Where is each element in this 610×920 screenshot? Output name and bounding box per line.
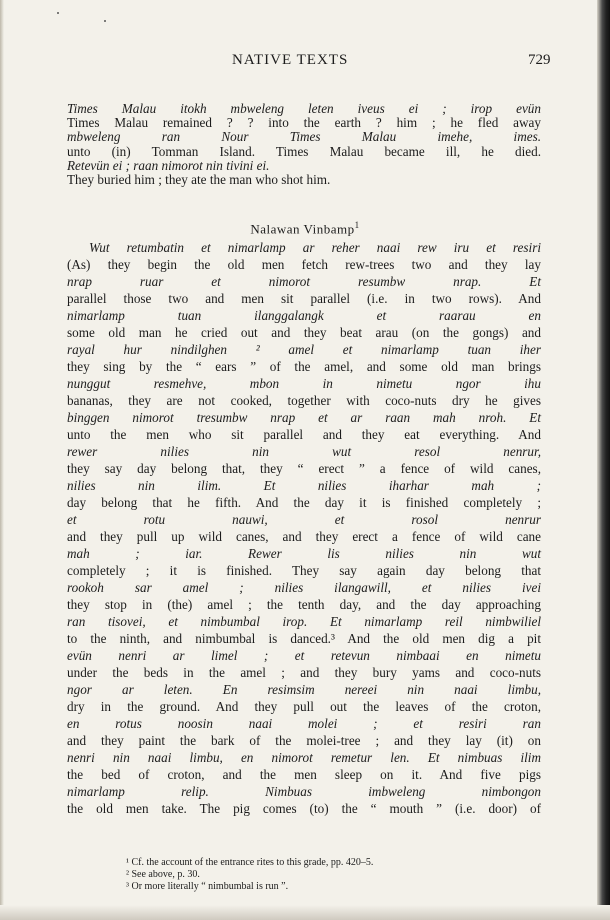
translation-line: They buried him ; they ate the man who shot him. xyxy=(67,172,331,187)
running-title: NATIVE TEXTS xyxy=(232,52,349,68)
translation-line: they stop in (the) amel ; the tenth day, and the day approaching xyxy=(67,597,541,612)
native-text-line: nenri nin naai limbu, en nimorot remetur len. Et nimbuas ilim xyxy=(67,750,541,765)
native-text-line: Wut retumbatin et nimarlamp ar reher naai rew iru et resiri xyxy=(89,240,541,255)
native-text-line: rewer nilies nin wut resol nenrur, xyxy=(67,444,541,459)
native-text-line: Times Malau itokh mbweleng leten iveus ei ; irop evün xyxy=(67,101,541,116)
native-text-line: nrap ruar et nimorot resumbw nrap. Et xyxy=(67,274,541,289)
footnote-reference: 1 xyxy=(354,220,360,230)
scan-speck xyxy=(104,20,106,22)
page-number: 729 xyxy=(528,52,551,68)
translation-line: under the beds in the amel ; and they bury yams and coco-nuts xyxy=(67,665,541,680)
native-text-line: mbweleng ran Nour Times Malau imehe, imes. xyxy=(67,129,541,145)
native-text-line: Retevün ei ; raan nimorot nin tivini ei. xyxy=(67,157,270,173)
translation-line: Times Malau remained ? ? into the earth ? him ; he fled away xyxy=(67,115,541,131)
section-title-text: Nalawan Vinbamp xyxy=(250,221,355,237)
native-text-line: nilies nin ilim. Et nilies iharhar mah ; xyxy=(67,478,541,493)
translation-line: day belong that he fifth. And the day it is finished completely ; xyxy=(67,495,541,510)
native-text-line: nunggut resmehve, mbon in nimetu ngor ihu xyxy=(67,376,541,391)
footnote: ² See above, p. 30. xyxy=(126,869,200,880)
translation-line: the bed of croton, and the men sleep on it. And five pigs xyxy=(67,767,541,782)
native-text-line: et rotu nauwi, et rosol nenrur xyxy=(67,512,541,527)
native-text-line: binggen nimorot tresumbw nrap et ar raan mah nroh. Et xyxy=(67,410,541,425)
translation-line: they sing by the “ ears ” of the amel, and some old man brings xyxy=(67,359,541,374)
translation-line: unto (in) Tomman Island. Times Malau became ill, he died. xyxy=(67,143,541,159)
native-text-line: rayal hur nindilghen ² amel et nimarlamp tuan iher xyxy=(67,342,541,357)
translation-line: they say day belong that, they “ erect ” a fence of wild canes, xyxy=(67,461,541,476)
translation-line: unto the men who sit parallel and they eat everything. And xyxy=(67,427,541,442)
footnotes xyxy=(126,857,546,893)
native-text-line: mah ; iar. Rewer lis nilies nin wut xyxy=(67,546,541,561)
scan-speck xyxy=(57,12,59,14)
footnote: ¹ Cf. the account of the entrance rites to this grade, pp. 420–5. xyxy=(126,857,374,868)
translation-line: to the ninth, and nimbumbal is danced.³ And the old men dig a pit xyxy=(67,631,541,646)
translation-line: (As) they begin the old men fetch rew-trees two and they lay xyxy=(67,257,541,272)
translation-line: bananas, they are not cooked, together with coco-nuts dry he gives xyxy=(67,393,541,408)
native-text-line: nimarlamp tuan ilanggalangk et raarau en xyxy=(67,308,541,323)
translation-line: dry in the ground. And they pull out the leaves of the croton, xyxy=(67,699,541,714)
native-text-line: ngor ar leten. En resimsim nereei nin naai limbu, xyxy=(67,682,541,697)
native-text-line: rookoh sar amel ; nilies ilangawill, et nilies ivei xyxy=(67,580,541,595)
page-bottom-shadow xyxy=(0,905,610,920)
book-spine-shadow xyxy=(597,0,610,920)
footnote: ³ Or more literally “ nimbumbal is run ”. xyxy=(126,881,289,892)
native-text-line: evün nenri ar limel ; et retevun nimbaai en nimetu xyxy=(67,648,541,663)
translation-line: the old men take. The pig comes (to) the “ mouth ” (i.e. door) of xyxy=(67,801,541,816)
translation-line: completely ; it is finished. They say again day belong that xyxy=(67,563,541,578)
page-header xyxy=(0,52,610,72)
native-text-line: en rotus noosin naai molei ; et resiri ran xyxy=(67,716,541,731)
native-text-line: ran tisovei, et nimbumbal irop. Et nimarlamp reil nimbwiliel xyxy=(67,614,541,629)
translation-line: parallel those two and men sit parallel (i.e. in two rows). And xyxy=(67,291,541,306)
page-left-edge xyxy=(0,0,4,920)
translation-line: some old man he cried out and they beat arau (on the gongs) and xyxy=(67,325,541,340)
translation-line: and they pull up wild canes, and they erect a fence of wild cane xyxy=(67,529,541,544)
section-heading xyxy=(0,220,610,237)
translation-line: and they paint the bark of the molei-tree ; and they lay (it) on xyxy=(67,733,541,748)
native-text-line: nimarlamp relip. Nimbuas imbweleng nimbongon xyxy=(67,784,541,799)
